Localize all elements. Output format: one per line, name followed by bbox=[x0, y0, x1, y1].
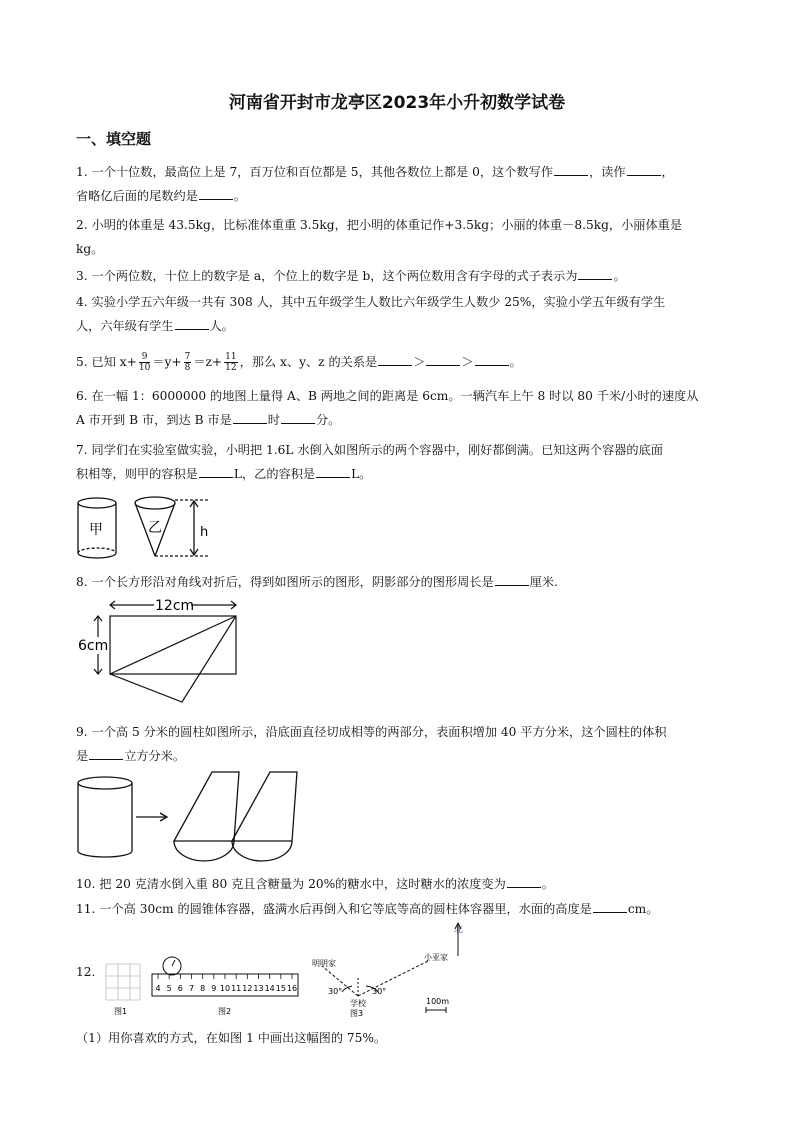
ruler-tick-label: 10 bbox=[219, 984, 231, 993]
ruler-tick-label: 5 bbox=[166, 984, 172, 993]
answer-blank[interactable] bbox=[199, 465, 233, 478]
answer-blank[interactable] bbox=[578, 267, 612, 280]
question-5 bbox=[76, 350, 721, 374]
q7-text-d: L。 bbox=[351, 467, 372, 481]
q1-text-a: 1. 一个十位数，最高位上是 7，百万位和百位都是 5，其他各数位上都是 0，这个数写作 bbox=[76, 165, 553, 179]
ruler-tick-label: 7 bbox=[188, 984, 195, 993]
q10-text-a: 10. 把 20 克清水倒入重 80 克且含糖量为 20%的糖水中，这时糖水的浓度变为 bbox=[76, 877, 506, 891]
q12-figure bbox=[100, 920, 480, 1020]
question-4 bbox=[76, 290, 721, 338]
question-11 bbox=[76, 897, 721, 921]
grid-figure-1 bbox=[106, 964, 140, 1000]
q9-text-b: 是 bbox=[76, 749, 89, 763]
fraction-denominator: 12 bbox=[225, 363, 237, 373]
label-height: 6cm bbox=[78, 638, 109, 654]
question-3 bbox=[76, 264, 721, 288]
q8-figure bbox=[74, 594, 249, 719]
fraction-numerator: 11 bbox=[225, 352, 237, 362]
q1-text-c: ， bbox=[661, 165, 674, 179]
q6-text-b: A 市开到 B 市，到达 B 市是 bbox=[76, 413, 232, 427]
fraction-denominator: 8 bbox=[184, 363, 191, 373]
q5-text-a: 5. 已知 x+ bbox=[76, 355, 137, 369]
q1-text-e: 。 bbox=[233, 189, 247, 203]
ruler-tick-label: 16 bbox=[286, 984, 298, 993]
ruler-tick-label: 9 bbox=[211, 984, 217, 993]
angle-right: 30° bbox=[372, 987, 387, 996]
fraction-numerator: 9 bbox=[139, 352, 150, 363]
label-yi: 乙 bbox=[148, 520, 162, 536]
scale-label: 100m bbox=[426, 997, 450, 1006]
page-title: 河南省开封市龙亭区2023年小升初数学试卷 bbox=[228, 93, 566, 113]
label-width: 12cm bbox=[155, 598, 195, 614]
q7-text-c: L，乙的容积是 bbox=[233, 467, 316, 481]
q5-text-c: ＝z+ bbox=[193, 355, 223, 369]
fraction bbox=[184, 352, 192, 373]
q6-text-a: 6. 在一幅 1：6000000 的地图上量得 A、B 两地之间的距离是 6cm。一辆汽车上午 8 时以 80 千米/小时的速度从 bbox=[76, 389, 699, 403]
fraction-numerator: 7 bbox=[184, 352, 191, 362]
label-jia: 甲 bbox=[89, 522, 103, 538]
q9-figure bbox=[74, 765, 334, 865]
caption-fig1: 图1 bbox=[114, 1007, 128, 1016]
question-7 bbox=[76, 438, 721, 486]
answer-blank[interactable] bbox=[199, 187, 233, 200]
question-2 bbox=[76, 213, 721, 261]
answer-blank[interactable] bbox=[554, 163, 588, 176]
q11-text-b: cm。 bbox=[627, 902, 659, 916]
angle-left: 30° bbox=[328, 987, 343, 996]
q5-text-d: ，那么 x、y、z 的关系是 bbox=[239, 355, 378, 369]
q1-text-d: 省略亿后面的尾数约是 bbox=[76, 189, 198, 203]
q8-text-a: 8. 一个长方形沿对角线对折后，得到如图所示的图形，阴影部分的图形周长是 bbox=[76, 575, 494, 589]
q1-text-b: ，读作 bbox=[588, 165, 626, 179]
q5-text-b: ＝y+ bbox=[152, 355, 182, 369]
q6-text-d: 分。 bbox=[315, 413, 341, 427]
q9-text-c: 立方分米。 bbox=[124, 749, 186, 763]
q4-text-b: 人，六年级有学生 bbox=[76, 319, 174, 333]
q9-text-a: 9. 一个高 5 分米的圆柱如图所示，沿底面直径切成相等的两部分，表面积增加 40 平方分米，这个圆柱的体积 bbox=[76, 725, 667, 739]
question-6 bbox=[76, 384, 721, 432]
q8-text-b: 厘米. bbox=[529, 575, 558, 589]
ruler-tick-label: 15 bbox=[275, 984, 286, 993]
q11-text-a: 11. 一个高 30cm 的圆锥体容器，盛满水后再倒入和它等底等高的圆柱体容器里，水面的高度是 bbox=[76, 902, 592, 916]
question-10 bbox=[76, 872, 721, 896]
answer-blank[interactable] bbox=[175, 317, 209, 330]
answer-blank[interactable] bbox=[89, 747, 123, 760]
q10-text-b: 。 bbox=[541, 877, 554, 891]
greater-than: ＞ bbox=[413, 355, 426, 369]
q3-text-a: 3. 一个两位数，十位上的数字是 a，个位上的数字是 b，这个两位数用含有字母的式子表示为 bbox=[76, 269, 578, 283]
ruler-ticks bbox=[155, 974, 297, 993]
answer-blank[interactable] bbox=[281, 411, 315, 424]
question-12-part-1: （1）用你喜欢的方式，在如图 1 中画出这幅图的 75%。 bbox=[76, 1031, 387, 1045]
ruler-tick-label: 11 bbox=[231, 984, 242, 993]
answer-blank[interactable] bbox=[233, 411, 267, 424]
ruler-tick-label: 8 bbox=[200, 984, 206, 993]
question-12-label: 12. bbox=[76, 965, 96, 979]
ruler-tick-label: 12 bbox=[242, 984, 253, 993]
q7-text-b: 积相等，则甲的容积是 bbox=[76, 467, 198, 481]
section-heading: 一、填空题 bbox=[76, 130, 152, 148]
label-h: h bbox=[200, 525, 209, 540]
place-xiaoya: 小亚家 bbox=[424, 953, 448, 962]
answer-blank[interactable] bbox=[378, 353, 412, 366]
ruler-tick-label: 14 bbox=[264, 984, 275, 993]
place-school: 学校 bbox=[350, 999, 366, 1008]
fraction bbox=[139, 352, 150, 373]
q6-text-c: 时 bbox=[267, 413, 280, 427]
q5-text-e: 。 bbox=[509, 355, 522, 369]
ruler-tick-label: 6 bbox=[177, 984, 183, 993]
place-mingming: 明明家 bbox=[312, 959, 336, 968]
answer-blank[interactable] bbox=[426, 353, 460, 366]
answer-blank[interactable] bbox=[627, 163, 661, 176]
q3-text-b: 。 bbox=[613, 269, 626, 283]
q2-text-b: kg。 bbox=[76, 242, 104, 256]
north-label: 北 bbox=[454, 925, 464, 935]
fraction-denominator: 10 bbox=[138, 363, 151, 373]
answer-blank[interactable] bbox=[475, 353, 509, 366]
answer-blank[interactable] bbox=[593, 900, 627, 913]
caption-fig3: 图3 bbox=[350, 1009, 364, 1018]
q4-text-a: 4. 实验小学五六年级一共有 308 人，其中五年级学生人数比六年级学生人数少 25%，实验小学五年级有学生 bbox=[76, 295, 666, 309]
question-8 bbox=[76, 570, 721, 594]
question-1 bbox=[76, 160, 721, 208]
answer-blank[interactable] bbox=[495, 573, 529, 586]
answer-blank[interactable] bbox=[507, 875, 541, 888]
answer-blank[interactable] bbox=[316, 465, 350, 478]
fraction bbox=[224, 352, 237, 373]
greater-than: ＞ bbox=[461, 355, 474, 369]
caption-fig2: 图2 bbox=[218, 1007, 232, 1016]
ruler-tick-label: 4 bbox=[155, 984, 161, 993]
q7-figure bbox=[74, 490, 224, 565]
ruler-tick-label: 13 bbox=[253, 984, 264, 993]
question-9 bbox=[76, 720, 721, 768]
q2-text-a: 2. 小明的体重是 43.5kg，比标准体重重 3.5kg，把小明的体重记作+3.5kg；小丽的体重－8.5kg，小丽体重是 bbox=[76, 218, 683, 232]
q7-text-a: 7. 同学们在实验室做实验，小明把 1.6L 水倒入如图所示的两个容器中，刚好都倒满。已知这两个容器的底面 bbox=[76, 443, 663, 457]
q4-text-c: 人。 bbox=[209, 319, 234, 333]
